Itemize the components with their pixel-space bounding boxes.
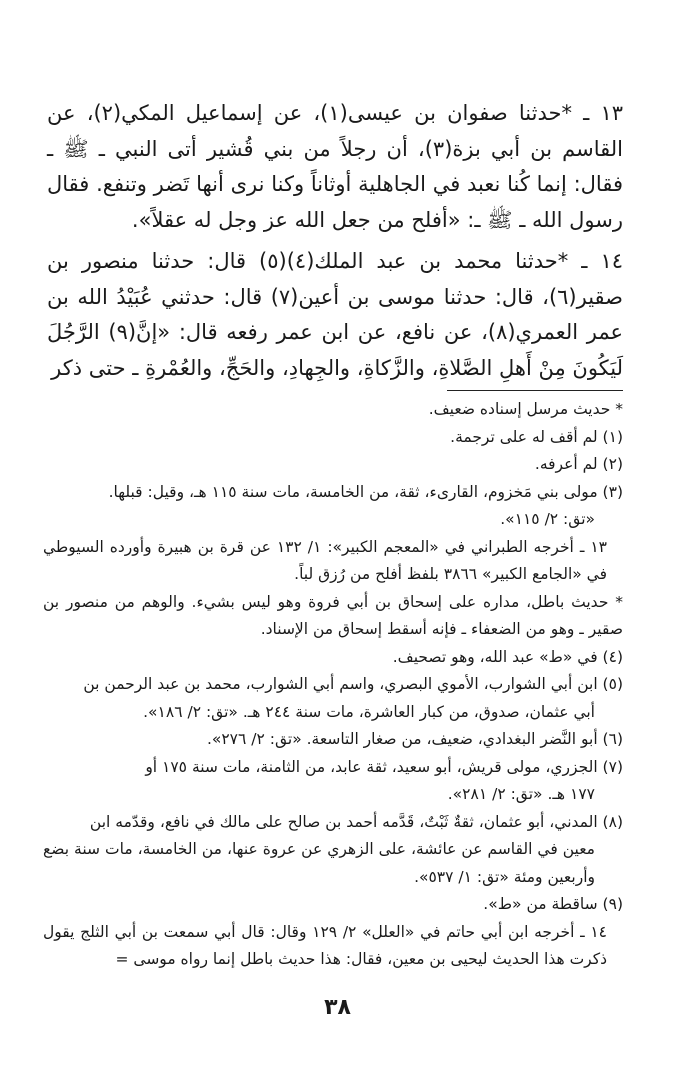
footnote-2: (٢) لم أعرفه. (534, 455, 623, 473)
footnote-grade-13: * حديث مرسل إسناده ضعيف. (428, 400, 623, 418)
footnote-8: (٨) المدني، أبو عثمان، ثقةٌ ثَبْتٌ، قَدَّمه أحمد بن صالح على مالك في نافع، وقدّمه ابن (89, 812, 623, 831)
takhrij-13: ١٣ ـ أخرجه الطبراني في «المعجم الكبير»: ١/ ١٣٢ عن قرة بن هبيرة وأورده السيوطي في «الجامع الكبير» ٣٨٦٦ بلفظ أفلح من رُزق لباً. (43, 537, 607, 583)
footnote-grade-14: * حديث باطل، مداره على إسحاق بن أبي فروة وهو ليس بشيء. والوهم من منصور بن صقير ـ وهو من الضعفاء ـ فإنه أسقط إسحاق من الإسناد. (43, 592, 623, 638)
footnote-5: (٥) ابن أبي الشوارب، الأموي البصري، واسم أبي الشوارب، محمد بن عبد الرحمن بن (83, 675, 623, 693)
footnote-9: (٩) ساقطة من «ط». (483, 895, 623, 913)
footnote-7: (٧) الجزري، مولى قريش، أبو سعيد، ثقة عابد، من الثامنة، مات سنة ١٧٥ أو (145, 757, 623, 776)
footnote-4: (٤) في «ط» عبد الله، وهو تصحيف. (392, 647, 623, 666)
page-number: ٣٨ (324, 995, 351, 1020)
main-text (47, 96, 623, 392)
footnote-separator (447, 390, 623, 391)
footnote-5-cont: أبي عثمان، صدوق، من كبار العاشرة، مات سنة ٢٤٤ هـ. «تق: ٢/ ١٨٦». (143, 702, 595, 721)
footnote-7-cont: ١٧٧ هـ. «تق: ٢/ ٢٨١». (447, 785, 595, 803)
footnote-3: (٣) مولى بني مَخزوم، القارىء، ثقة، من الخامسة، مات سنة ١١٥ هـ، وقيل: قبلها. (108, 482, 623, 501)
hadith-14: ١٤ ـ *حدثنا محمد بن عبد الملك(٤)(٥) قال: حدثنا منصور بن صقير(٦)، قال: حدثنا موسى بن أعين(٧) قال: حدثني عُبَيْدُ الله بن عمر العمري(٨)، عن نافع، عن ابن عمر رفعه قال: «إنَّ(٩) الرَّجُلَ لَيَكُونَ مِنْ أَهلِ الصَّلاةِ، والزَّكاةِ، والجِهادِ، والحَجِّ، والعُمْرةِ ـ حتى ذكر (47, 249, 623, 380)
takhrij-14: ١٤ ـ أخرجه ابن أبي حاتم في «العلل» ٢/ ١٢٩ وقال: قال أبي سمعت بن أبي الثلج يقول ذكرت هذا الحديث ليحيى بن معين، فقال: هذا حديث باطل إنما رواه موسى = (43, 922, 608, 968)
footnote-6: (٦) أبو النَّضر البغدادي، ضعيف، من صغار التاسعة. «تق: ٢/ ٢٧٦». (206, 730, 623, 748)
hadith-13: ١٣ ـ *حدثنا صفوان بن عيسى(١)، عن إسماعيل المكي(٢)، عن القاسم بن أبي بزة(٣)، أن رجلاً من بني قُشير أتى النبي ـ ﷺ ـ فقال: إنما كُنا نعبد في الجاهلية أوثاناً وكنا نرى أنها تَضر وتنفع. فقال رسول الله ـ ﷺ ـ: «أفلح من جعل الله عز وجل له عقلاً». (47, 101, 624, 232)
footnote-1: (١) لم أقف له على ترجمة. (450, 427, 623, 446)
footnote-8-cont: معين في القاسم عن عائشة، على الزهري عن عروة عنها، من الخامسة، مات سنة بضع وأربعين ومئة «تق: ١/ ٥٣٧». (43, 840, 595, 886)
footnote-3-ref: «تق: ٢/ ١١٥». (500, 510, 595, 528)
footnotes (43, 396, 623, 974)
